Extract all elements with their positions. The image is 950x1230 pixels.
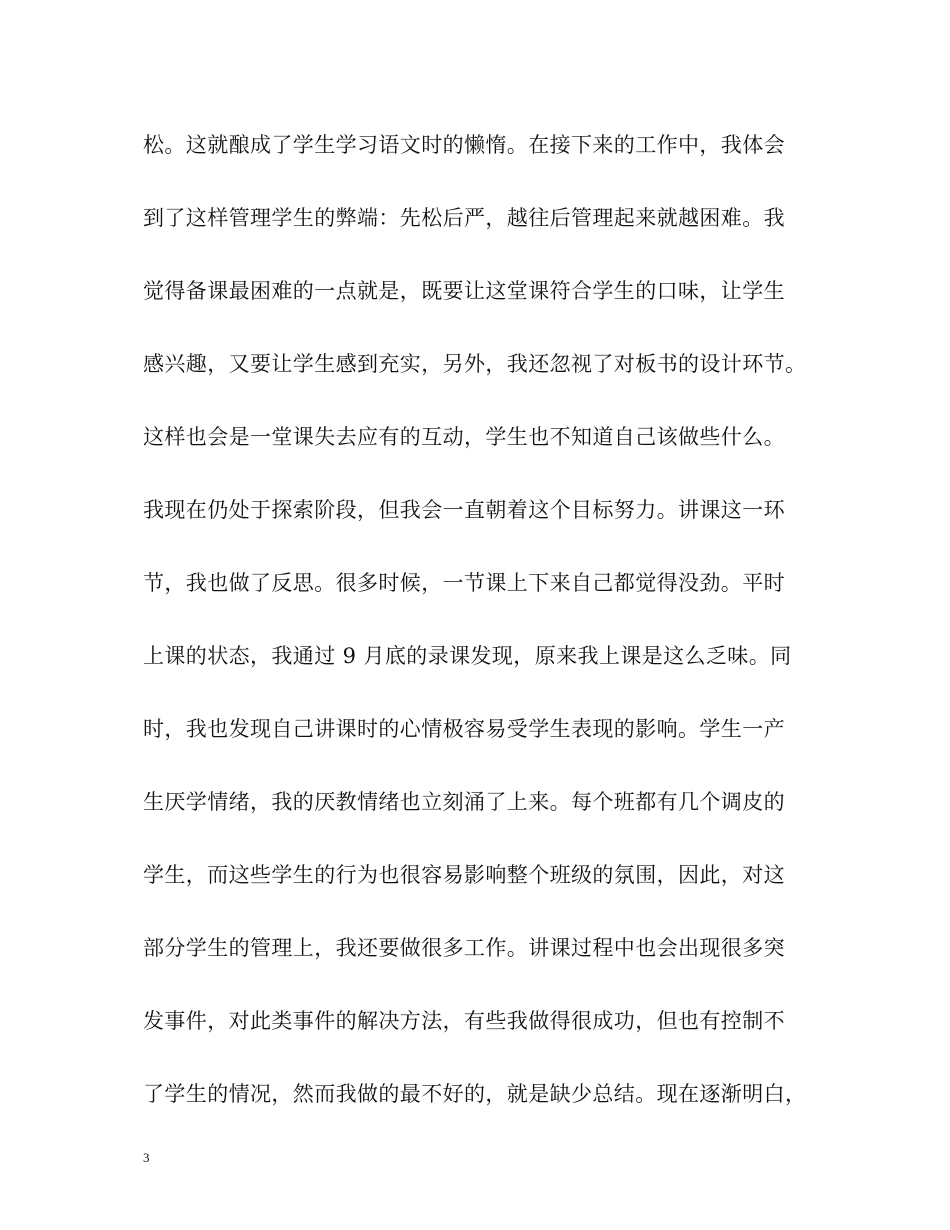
text-line: 我现在仍处于探索阶段，但我会一直朝着这个目标努力。讲课这一环 bbox=[143, 498, 785, 522]
text-line: 松。这就酿成了学生学习语文时的懒惰。在接下来的工作中，我体会 bbox=[143, 133, 785, 157]
text-line: 感兴趣，又要让学生感到充实，另外，我还忽视了对板书的设计环节。 bbox=[143, 352, 807, 376]
text-line: 了学生的情况，然而我做的最不好的，就是缺少总结。现在逐渐明白， bbox=[143, 1082, 807, 1106]
text-line: 部分学生的管理上，我还要做很多工作。讲课过程中也会出现很多突 bbox=[143, 936, 785, 960]
text-line: 觉得备课最困难的一点就是，既要让这堂课符合学生的口味，让学生 bbox=[143, 279, 785, 303]
text-line: 学生，而这些学生的行为也很容易影响整个班级的氛围，因此，对这 bbox=[143, 863, 785, 887]
text-line: 这样也会是一堂课失去应有的互动，学生也不知道自己该做些什么。 bbox=[143, 425, 785, 449]
text-line: 时，我也发现自己讲课时的心情极容易受学生表现的影响。学生一产 bbox=[143, 717, 785, 741]
text-line: 发事件，对此类事件的解决方法，有些我做得很成功，但也有控制不 bbox=[143, 1009, 785, 1033]
text-line: 到了这样管理学生的弊端：先松后严，越往后管理起来就越困难。我 bbox=[143, 206, 785, 230]
text-line: 节，我也做了反思。很多时候，一节课上下来自己都觉得没劲。平时 bbox=[143, 571, 785, 595]
text-line: 上课的状态，我通过 9 月底的录课发现，原来我上课是这么乏味。同 bbox=[143, 644, 792, 668]
text-line: 生厌学情绪，我的厌教情绪也立刻涌了上来。每个班都有几个调皮的 bbox=[143, 790, 785, 814]
page-number: 3 bbox=[143, 1150, 150, 1165]
